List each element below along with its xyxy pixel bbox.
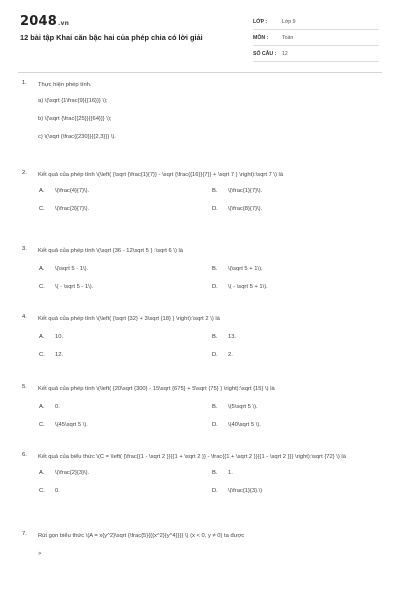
option-b[interactable]: B. 1. [212,470,233,476]
option-c[interactable]: C. \(45\sqrt 5 \). [39,422,88,428]
options-row [0,404,400,422]
question-part: a) \(\sqrt {1\frac{9}{{16}}} \); [38,98,108,104]
question-text: Kết quả của phép tính \(\left( {\sqrt {32} + 3\sqrt {18} } \right):\sqrt 2 \) là [38,316,220,322]
options-row [0,334,400,352]
meta-value: 12 [282,50,288,57]
question-text: Kết quả của phép tính \(\left( {\sqrt {\frac{1}{7}} - \sqrt {\frac{{16}}{7}} + \sqrt 7 } \right):\sqrt 7 \) là [38,172,284,178]
option-c[interactable]: C. \(\frac{3}{7}\). [39,206,90,212]
meta-label: LỚP : [253,18,268,25]
option-c[interactable]: C. 0. [39,488,60,494]
brand-suffix: .vn [57,20,70,27]
question-list [0,80,400,571]
option-d[interactable]: D. 2. [212,352,233,358]
brand-logo[interactable] [20,14,69,29]
option-a[interactable]: A. \(\frac{2}{3}\). [39,470,90,476]
option-c[interactable]: C. \( - \sqrt 5 - 1\). [39,284,94,290]
question-part: b) \(\sqrt {\frac{{25}}{{64}}} \); [38,116,112,122]
options-row [0,206,400,224]
question-text: Kết quả của phép tính \(\left( {20\sqrt {300} - 15\sqrt {675} + 5\sqrt {75} } \right):\sqrt {15} \) là [38,386,275,392]
question-number: 7. [22,531,27,537]
brand-name: 2048 [20,14,57,29]
question-number: 3. [22,246,27,252]
question-text: Kết quả của phép tính \(\sqrt {36 - 12\sqrt 5 } :\sqrt 6 \) là [38,248,184,254]
options-row [0,266,400,284]
options-row [0,188,400,206]
meta-value: Lớp 9 [282,18,296,25]
option-a[interactable]: A. \(\sqrt 5 - 1\). [39,266,89,272]
option-b[interactable]: B. \(\sqrt 5 + 1\). [212,266,263,272]
document-title: 12 bài tập Khai căn bậc hai của phép chia có lời giải [20,33,203,42]
meta-row-class [253,14,379,30]
option-d[interactable]: D. \( - \sqrt 5 + 1\). [212,284,268,290]
option-a[interactable]: A. 10. [39,334,64,340]
question-number: 5. [22,384,27,390]
question-number: 1. [22,80,27,86]
question-3 [0,246,400,314]
question-number: 6. [22,452,27,458]
question-text: Rút gọn biểu thức \(A = x{y^2}\sqrt {\frac{5}{{{x^2}{y^4}}}} \) (x < 0, y ≠ 0) ta được [38,533,245,539]
question-extra: > [38,551,42,557]
meta-label: SỐ CÂU : [253,50,277,57]
question-number: 4. [22,314,27,320]
question-text: Kết quả của biểu thức \(C = \left( {\frac{{1 - \sqrt 2 }}{{1 + \sqrt 2 }} - \frac{{1 + \sqrt 2 }}{{1 - \sqrt 2 }}} \right):\sqrt {72} \) là [38,454,346,460]
question-number: 2. [22,170,27,176]
question-part: c) \(\sqrt {\frac{{230}}{{2,3}}} \). [38,134,116,140]
meta-label: MÔN : [253,34,269,41]
option-b[interactable]: B. \(\frac{1}{7}\). [212,188,263,194]
page-header [0,0,400,68]
option-a[interactable]: A. 0. [39,404,60,410]
options-row [0,284,400,302]
question-5 [0,384,400,452]
option-d[interactable]: D. \(\frac{8}{7}\). [212,206,263,212]
option-d[interactable]: D. \(40\sqrt 5 \). [212,422,261,428]
options-row [0,470,400,488]
options-row [0,352,400,370]
option-a[interactable]: A. \(\frac{4}{7}\). [39,188,90,194]
meta-row-subject [253,30,379,46]
question-6 [0,452,400,531]
question-1 [0,80,400,170]
option-d[interactable]: D. \(\frac{1}{3}.\) [212,488,263,494]
question-2 [0,170,400,246]
meta-table [253,14,379,62]
option-c[interactable]: C. 12. [39,352,64,358]
question-7 [0,531,400,571]
options-row [0,422,400,440]
question-text: Thực hiện phép tính. [38,82,92,88]
meta-value: Toán [282,34,294,41]
question-4 [0,314,400,384]
meta-row-count [253,46,379,62]
option-b[interactable]: B. \(5\sqrt 5 \). [212,404,258,410]
options-row [0,488,400,506]
header-divider [18,72,382,73]
option-b[interactable]: B. 13. [212,334,237,340]
